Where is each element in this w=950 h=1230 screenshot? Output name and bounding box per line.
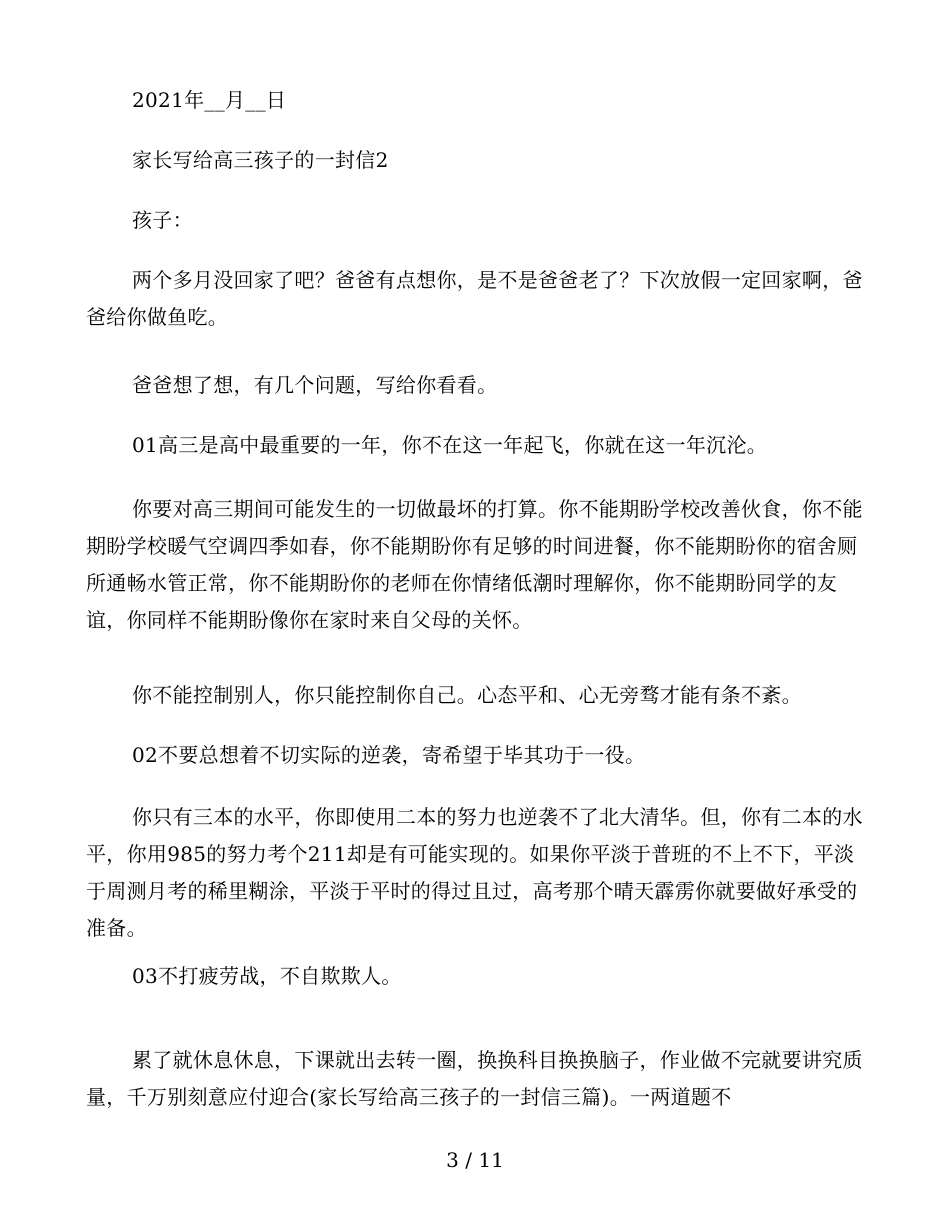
paragraph-6: 累了就休息休息，下课就出去转一圈，换换科目换换脑子，作业做不完就要讲究质量，千万别刻意应付迎合(家长写给高三孩子的一封信三篇)。一两道题不: [86, 1048, 863, 1109]
date-line: 2021年__月__日: [132, 88, 287, 112]
paragraph-4: 你不能控制别人，你只能控制你自己。心态平和、心无旁骛才能有条不紊。: [132, 683, 802, 707]
paragraph-2: 爸爸想了想，有几个问题，写给你看看。: [132, 373, 498, 397]
section-heading-02: 02不要总想着不切实际的逆袭，寄希望于毕其功于一役。: [132, 743, 646, 767]
salutation: 孩子：: [132, 208, 193, 232]
paragraph-1: 两个多月没回家了吧？爸爸有点想你，是不是爸爸老了？下次放假一定回家啊，爸爸给你做鱼吃。: [86, 268, 863, 329]
page-indicator: 3 / 11: [446, 1148, 504, 1172]
paragraph-3: 你要对高三期间可能发生的一切做最坏的打算。你不能期盼学校改善伙食，你不能期盼学校暖气空调四季如春，你不能期盼你有足够的时间进餐，你不能期盼你的宿舍厕所通畅水管正常，你不能期盼你的老师在你情绪低潮时理解你，你不能期盼同学的友谊，你同样不能期盼像你在家时来自父母的关怀。: [86, 497, 863, 632]
section-heading-03: 03不打疲劳战，不自欺欺人。: [132, 964, 402, 988]
section-heading-01: 01高三是高中最重要的一年，你不在这一年起飞，你就在这一年沉沦。: [132, 433, 768, 457]
letter-title: 家长写给高三孩子的一封信2: [132, 148, 389, 172]
paragraph-5: 你只有三本的水平，你即使用二本的努力也逆袭不了北大清华。但，你有二本的水平，你用985的努力考个211却是有可能实现的。如果你平淡于普班的不上不下，平淡于周测月考的稀里糊涂，平淡于平时的得过且过，高考那个晴天霹雳你就要做好承受的准备。: [86, 805, 863, 940]
